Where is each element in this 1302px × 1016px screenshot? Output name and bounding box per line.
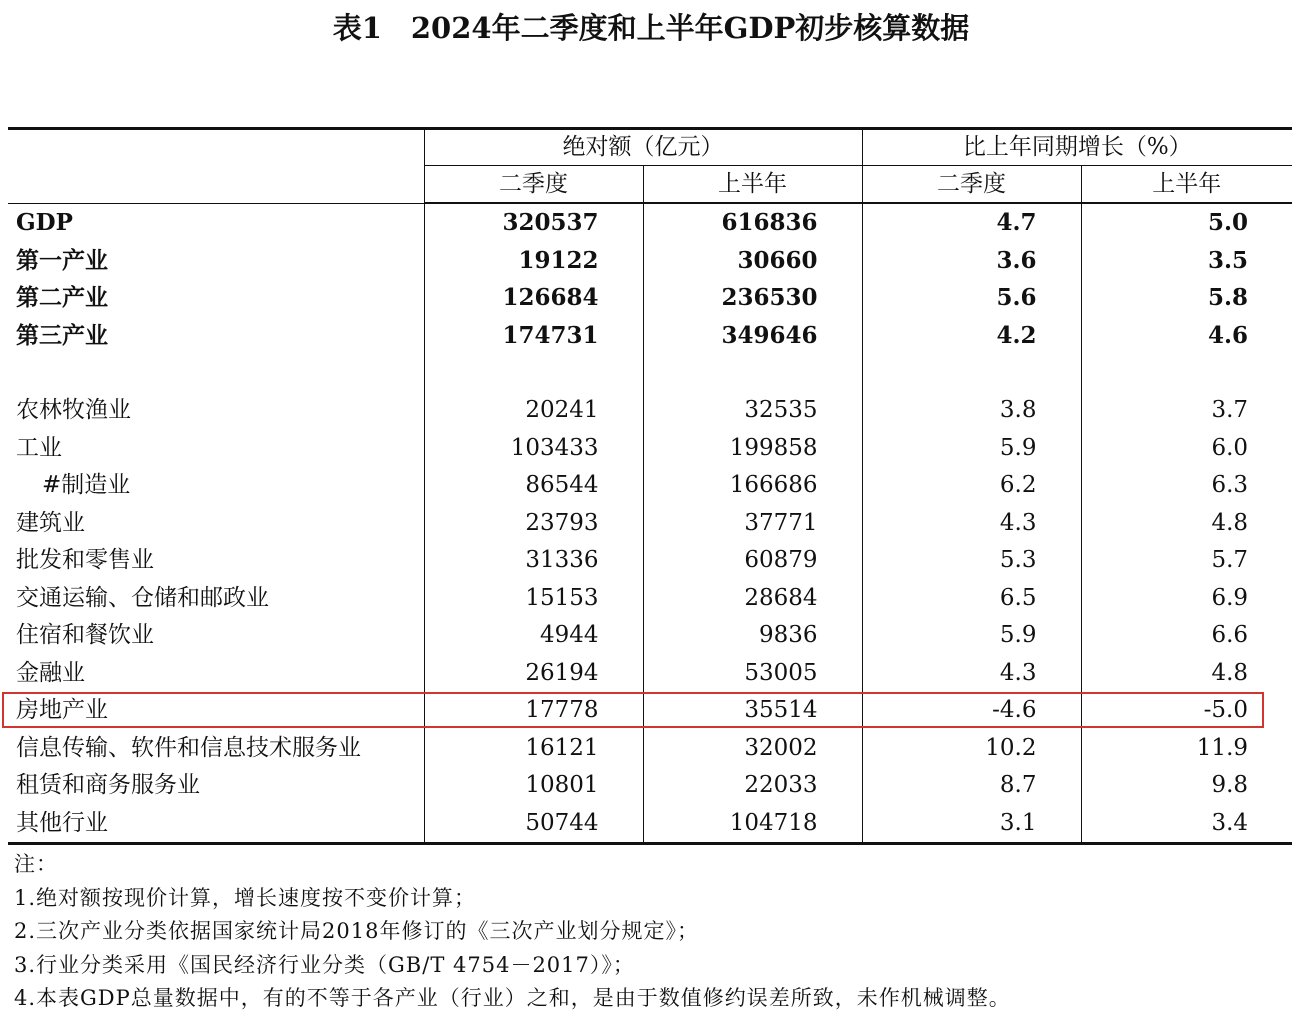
- cell-growth-h1: 5.7: [1081, 542, 1292, 580]
- cell-growth-h1: 3.5: [1081, 242, 1292, 280]
- cell-abs-h1: 30660: [643, 242, 862, 280]
- table-title: 表1 2024年二季度和上半年GDP初步核算数据: [332, 11, 970, 45]
- cell-growth-q2: 3.6: [862, 242, 1081, 280]
- cell-growth-h1: 3.4: [1081, 805, 1292, 844]
- cell-growth-q2: 4.2: [862, 317, 1081, 355]
- cell-abs-h1: 53005: [643, 655, 862, 693]
- cell-abs-h1: 616836: [643, 203, 862, 242]
- gdp-table: [8, 127, 1292, 845]
- header-sub-h1-growth: 上半年: [1081, 166, 1292, 204]
- header-group-growth: 比上年同期增长（%）: [862, 129, 1292, 166]
- cell-abs-h1: 37771: [643, 505, 862, 543]
- row-name: 第三产业: [16, 321, 108, 349]
- spacer-cell: [862, 354, 1081, 392]
- cell-growth-q2: 5.3: [862, 542, 1081, 580]
- header-group-absolute: 绝对额（亿元）: [424, 129, 862, 166]
- cell-abs-h1: 22033: [643, 767, 862, 805]
- cell-abs-q2: 174731: [424, 317, 643, 355]
- table-row: [8, 617, 1292, 655]
- header-sub-q2: 二季度: [424, 166, 643, 204]
- cell-growth-h1: 9.8: [1081, 767, 1292, 805]
- cell-abs-h1: 9836: [643, 617, 862, 655]
- cell-abs-q2: 10801: [424, 767, 643, 805]
- spacer-cell: [643, 354, 862, 392]
- table-row: [8, 392, 1292, 430]
- spacer-cell: [424, 354, 643, 392]
- cell-abs-h1: 166686: [643, 467, 862, 505]
- row-name: 住宿和餐饮业: [16, 622, 154, 648]
- row-name: 房地产业: [16, 697, 108, 723]
- cell-growth-h1: 6.3: [1081, 467, 1292, 505]
- row-name: 第一产业: [16, 246, 108, 274]
- cell-growth-h1: 6.9: [1081, 580, 1292, 618]
- header-sub-h1: 上半年: [643, 166, 862, 204]
- cell-abs-q2: 103433: [424, 430, 643, 468]
- row-name: 信息传输、软件和信息技术服务业: [16, 734, 361, 761]
- row-name: 第二产业: [16, 284, 108, 311]
- row-name: 工业: [16, 434, 62, 461]
- cell-growth-q2: 3.8: [862, 392, 1081, 430]
- notes: [14, 848, 1294, 1016]
- cell-growth-q2: 4.3: [862, 505, 1081, 543]
- cell-abs-q2: 320537: [424, 203, 643, 242]
- table-row: [8, 430, 1292, 468]
- cell-growth-h1: 6.6: [1081, 617, 1292, 655]
- notes-heading: 注：: [14, 852, 58, 876]
- cell-growth-q2: 6.5: [862, 580, 1081, 618]
- cell-abs-q2: 16121: [424, 730, 643, 768]
- cell-growth-q2: 5.9: [862, 617, 1081, 655]
- row-name: 金融业: [16, 659, 85, 686]
- table-row: [8, 805, 1292, 844]
- highlight-box: [2, 692, 1264, 728]
- cell-abs-h1: 349646: [643, 317, 862, 355]
- cell-abs-q2: 17778: [424, 692, 643, 730]
- table-row: [8, 730, 1292, 768]
- cell-abs-q2: 20241: [424, 392, 643, 430]
- table-header: [8, 129, 1292, 204]
- cell-abs-h1: 28684: [643, 580, 862, 618]
- cell-growth-q2: 8.7: [862, 767, 1081, 805]
- cell-abs-q2: 126684: [424, 279, 643, 317]
- cell-abs-q2: 15153: [424, 580, 643, 618]
- row-name: 其他行业: [8, 805, 424, 844]
- cell-growth-h1: 5.8: [1081, 279, 1292, 317]
- cell-growth-q2: 10.2: [862, 730, 1081, 768]
- cell-growth-h1: 3.7: [1081, 392, 1292, 430]
- cell-abs-q2: 26194: [424, 655, 643, 693]
- cell-growth-h1: 4.8: [1081, 505, 1292, 543]
- cell-growth-h1: 5.0: [1081, 203, 1292, 242]
- table-row: [8, 655, 1292, 693]
- row-name: 批发和零售业: [16, 547, 154, 573]
- cell-abs-h1: 199858: [643, 430, 862, 468]
- cell-growth-q2: 6.2: [862, 467, 1081, 505]
- cell-abs-h1: 35514: [643, 692, 862, 730]
- cell-growth-q2: 5.6: [862, 279, 1081, 317]
- note-item: 2.三次产业分类依据国家统计局2018年修订的《三次产业划分规定》；: [14, 919, 699, 943]
- spacer-cell: [1081, 354, 1292, 392]
- cell-growth-h1: 4.6: [1081, 317, 1292, 355]
- cell-growth-q2: 3.1: [862, 805, 1081, 844]
- table-row: [8, 467, 1292, 505]
- cell-abs-h1: 60879: [643, 542, 862, 580]
- row-name: 农林牧渔业: [16, 397, 131, 423]
- header-sub-q2-growth: 二季度: [862, 166, 1081, 204]
- cell-growth-h1: -5.0: [1081, 692, 1292, 730]
- cell-growth-q2: -4.6: [862, 692, 1081, 730]
- note-item: 1.绝对额按现价计算，增长速度按不变价计算；: [14, 885, 477, 910]
- table-row: [8, 767, 1292, 805]
- note-item: 4.本表GDP总量数据中，有的不等于各产业（行业）之和，是由于数值修约误差所致，未作机械调整。: [14, 986, 1011, 1010]
- spacer-cell: [8, 354, 424, 392]
- table-row: [8, 203, 1292, 242]
- cell-growth-q2: 5.9: [862, 430, 1081, 468]
- row-name: GDP: [16, 208, 73, 236]
- table-row: [8, 505, 1292, 543]
- row-name: 交通运输、仓储和邮政业: [16, 584, 269, 611]
- row-name: 建筑业: [16, 509, 85, 536]
- table-row: [8, 542, 1292, 580]
- table-row: [8, 279, 1292, 317]
- table-row: [8, 317, 1292, 355]
- row-name: [8, 467, 424, 505]
- cell-growth-q2: 4.7: [862, 203, 1081, 242]
- header-stub: [8, 129, 424, 204]
- table-row: [8, 580, 1292, 618]
- cell-growth-q2: 4.3: [862, 655, 1081, 693]
- cell-abs-q2: 23793: [424, 505, 643, 543]
- table-body: [8, 203, 1292, 844]
- cell-growth-h1: 11.9: [1081, 730, 1292, 768]
- cell-abs-h1: 104718: [643, 805, 862, 844]
- cell-abs-q2: 50744: [424, 805, 643, 844]
- table-spacer-row: [8, 354, 1292, 392]
- row-name: 租赁和商务服务业: [16, 772, 200, 798]
- cell-abs-q2: 4944: [424, 617, 643, 655]
- note-item: 3.行业分类采用《国民经济行业分类（GB/T 4754－2017）》；: [14, 952, 635, 977]
- row-name-text: #制造业: [42, 472, 131, 498]
- cell-growth-h1: 4.8: [1081, 655, 1292, 693]
- cell-abs-q2: 86544: [424, 467, 643, 505]
- table-row: [8, 242, 1292, 280]
- cell-abs-h1: 32535: [643, 392, 862, 430]
- cell-growth-h1: 6.0: [1081, 430, 1292, 468]
- cell-abs-q2: 19122: [424, 242, 643, 280]
- cell-abs-h1: 236530: [643, 279, 862, 317]
- cell-abs-h1: 32002: [643, 730, 862, 768]
- cell-abs-q2: 31336: [424, 542, 643, 580]
